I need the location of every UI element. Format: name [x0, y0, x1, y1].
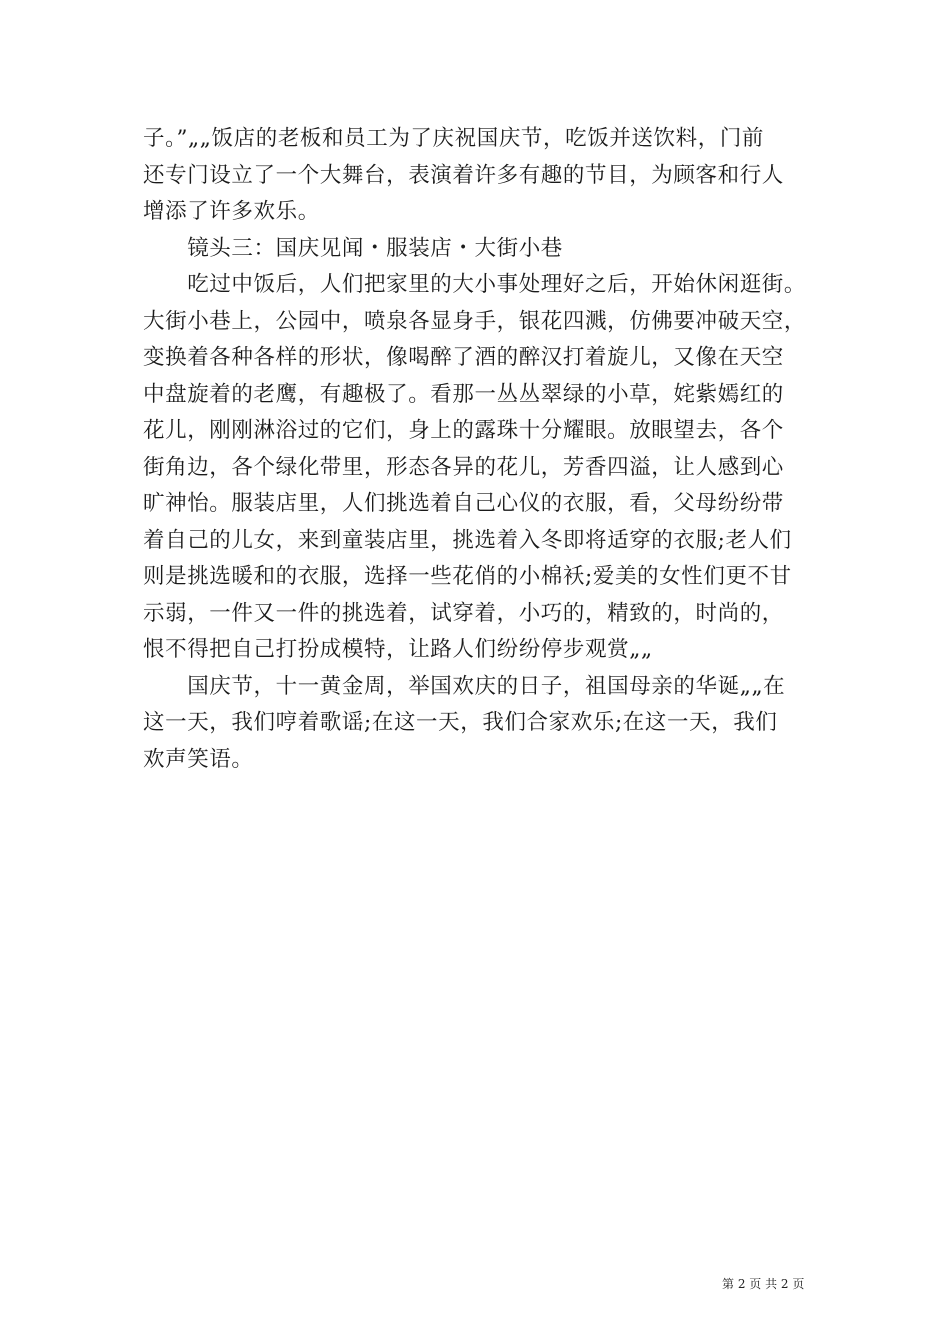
text-line-17: 这一天，我们哼着歌谣;在这一天，我们合家欢乐;在这一天，我们 — [143, 710, 778, 735]
text-line-1: 子。”„„饭店的老板和员工为了庆祝国庆节，吃饭并送饮料，门前 — [143, 126, 765, 151]
text-line-10: 街角边，各个绿化带里，形态各异的花儿，芳香四溢，让人感到心 — [143, 454, 784, 480]
text-line-9: 花儿，刚刚淋浴过的它们，身上的露珠十分耀眼。放眼望去，各个 — [143, 418, 784, 443]
text-line-8: 中盘旋着的老鹰，有趣极了。看那一丛丛翠绿的小草，姹紫嫣红的 — [143, 381, 784, 407]
text-line-14: 示弱，一件又一件的挑选着，试穿着，小巧的，精致的，时尚的， — [143, 600, 784, 626]
text-line-16: 国庆节，十一黄金周，举国欢庆的日子，祖国母亲的华诞„„在 — [143, 673, 786, 699]
page-number: 第 2 页 共 2 页 — [722, 1277, 805, 1291]
text-line-6: 大街小巷上，公园中，喷泉各显身手，银花四溅，仿佛要冲破天空， — [143, 308, 807, 334]
text-line-3: 增添了许多欢乐。 — [143, 199, 320, 224]
text-line-11: 旷神怡。服装店里，人们挑选着自己心仪的衣服，看，父母纷纷带 — [143, 491, 784, 516]
text-line-18: 欢声笑语。 — [143, 746, 254, 772]
text-line-12: 着自己的儿女，来到童装店里，挑选着入冬即将适穿的衣服;老人们 — [143, 527, 792, 553]
body-text — [143, 121, 823, 778]
text-line-2: 还专门设立了一个大舞台，表演着许多有趣的节目，为顾客和行人 — [143, 162, 784, 188]
text-line-5: 吃过中饭后，人们把家里的大小事处理好之后，开始休闲逛街。 — [143, 272, 807, 297]
text-line-7: 变换着各种各样的形状，像喝醉了酒的醉汉打着旋儿，又像在天空 — [143, 345, 784, 370]
section-heading: 镜头三：国庆见闻・服装店・大街小巷 — [143, 235, 563, 261]
text-line-15: 恨不得把自己打扮成模特，让路人们纷纷停步观赏„„ — [143, 637, 653, 662]
text-line-13: 则是挑选暖和的衣服，选择一些花俏的小棉袄;爱美的女性们更不甘 — [143, 564, 792, 589]
